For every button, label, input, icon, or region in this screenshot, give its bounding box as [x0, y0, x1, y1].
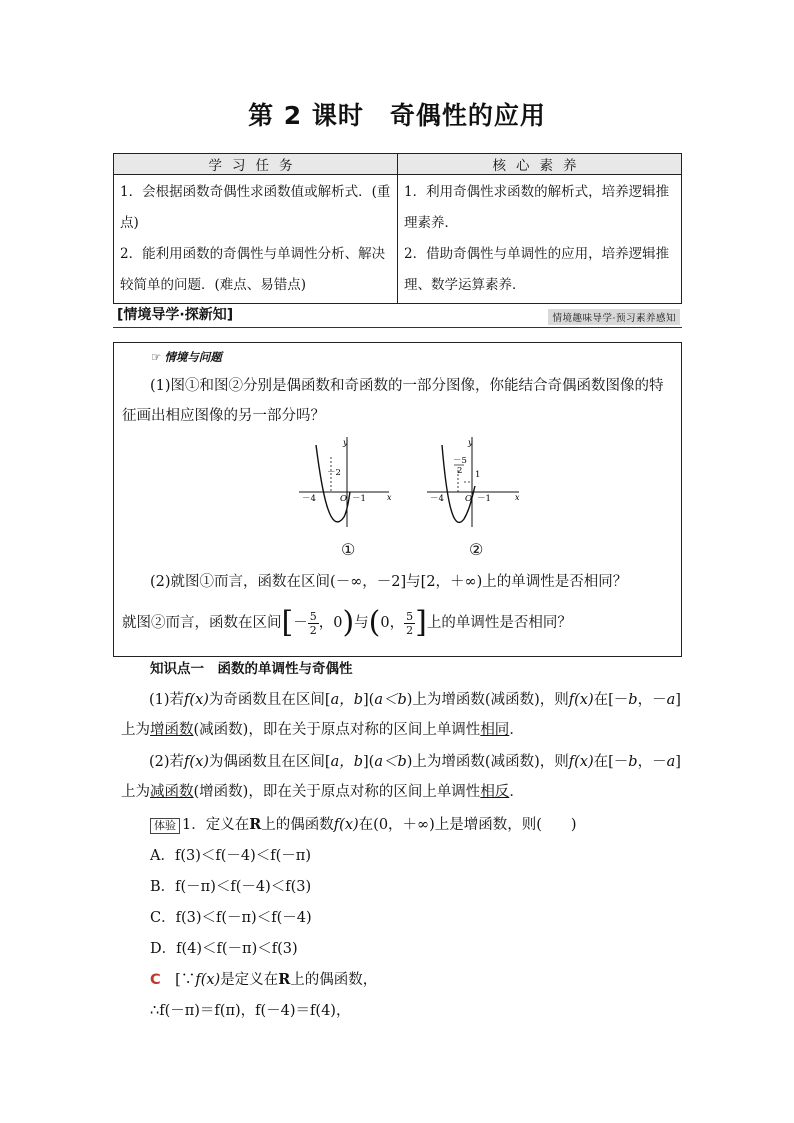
scenario-heading	[151, 349, 222, 365]
graph-2-y-label: y	[468, 438, 473, 447]
k2-underline-decreasing: 减函数	[150, 784, 194, 800]
question-2-prefix: 就图②而言，函数在区间	[122, 615, 282, 631]
solution-line-1	[150, 965, 710, 995]
figure-1-label: ①	[341, 540, 356, 559]
graph-1	[299, 437, 392, 527]
graph-2-x-label: x	[515, 493, 520, 502]
figure-2-label: ②	[469, 540, 484, 559]
graph-1-y-label: y	[343, 438, 348, 447]
section-tag: 情境趣味导学·预习素养感知	[548, 309, 680, 325]
graph-2-tick-neg5: －5	[453, 456, 467, 466]
graph-2-tick-neg1: －1	[477, 494, 491, 504]
question-1	[122, 371, 674, 431]
option-a: A．f(3)＜f(－4)＜f(－π)	[150, 848, 311, 864]
graph-1-tick-neg2: －2	[327, 468, 341, 478]
fraction-denominator-b: 2	[406, 623, 414, 637]
knowledge-paragraph-2	[121, 747, 681, 807]
fraction-denominator: 2	[309, 623, 317, 637]
k2-e: 在[－	[593, 754, 629, 770]
literacy-1: 1．利用奇偶性求函数的解析式，培养逻辑推理素养．	[404, 184, 670, 231]
k1-f: ，－	[637, 692, 667, 708]
graph-2-tick-2: 2	[457, 466, 463, 476]
solution-line-2: ∴f(－π)＝f(π)，f(－4)＝f(4)，	[150, 1003, 351, 1019]
ex-stem-c: 在(0，＋∞)上是增函数，则( )	[358, 817, 577, 833]
k1-fx: f(x)	[184, 692, 209, 708]
right-paren: )	[342, 605, 355, 640]
section-header	[113, 304, 682, 328]
fraction-numerator: 5	[309, 609, 317, 623]
fraction-5-2-b	[404, 610, 415, 637]
graph-1-curve	[316, 445, 350, 522]
k1-underline-increasing: 增函数	[150, 722, 194, 738]
graph-1-tick-neg1: －1	[352, 494, 366, 504]
question-2-line-2: 就图②而言，函数在区间[－ $\frac{5}{2}$ ，0)与(0， $\frac{5}{2}$ ]上的单调性是否相同？	[122, 605, 572, 640]
literacy-2: 2．借助奇偶性与单调性的应用，培养逻辑推理、数学运算素养．	[404, 246, 670, 293]
k2-d: )上为增函数(减函数)，则	[406, 754, 569, 770]
k1-underline-same: 相同	[480, 722, 510, 738]
lesson-topic: 奇偶性的应用	[389, 101, 546, 130]
k2-b-var: b	[628, 754, 638, 770]
k1-b-var: b	[628, 692, 638, 708]
knowledge-paragraph-1	[121, 685, 681, 745]
knowledge-point-title	[150, 654, 710, 684]
section-title: [情境导学·探新知]	[117, 307, 234, 323]
comma: ，	[318, 615, 334, 631]
k2-g: ]上为	[121, 754, 681, 800]
knowledge-title-text: 知识点一 函数的单调性与奇偶性	[150, 661, 353, 677]
graph-1-x-label: x	[387, 493, 392, 502]
graph-2-tick-neg4: －4	[430, 494, 444, 504]
exercise-stem	[150, 810, 710, 840]
k1-a: (1)若	[149, 692, 185, 708]
k1-b: 为奇函数且在区间[	[208, 692, 331, 708]
question-2-text: (2)就图①而言，函数在区间(－∞，－2]与[2，＋∞)上的单调性是否相同？	[150, 574, 628, 590]
fraction-5-2	[308, 610, 319, 637]
sol1-b: 是定义在	[220, 972, 279, 988]
learning-tasks-cell	[114, 175, 398, 304]
function-graphs	[294, 437, 524, 547]
task-2: 2．能利用函数的奇偶性与单调性分析、解决较简单的问题．(难点、易错点)	[120, 246, 386, 293]
fraction-numerator-b: 5	[406, 609, 414, 623]
section-divider	[113, 327, 682, 328]
header-core-literacy: 核心素养	[398, 154, 682, 175]
k2-h: (增函数)，即在关于原点对称的区间上单调性	[193, 784, 481, 800]
option-c: C．f(3)＜f(－π)＜f(－4)	[150, 910, 312, 926]
k2-fx2: f(x)	[568, 754, 594, 770]
graph-1-tick-neg4: －4	[302, 494, 316, 504]
zero: 0	[333, 615, 343, 631]
k2-b: 为偶函数且在区间[	[208, 754, 331, 770]
minus-sign: －	[293, 615, 308, 631]
sol1-c: 上的偶函数，	[290, 972, 378, 988]
sol1-fx: f(x)	[195, 972, 221, 988]
sol1-a: [∵	[175, 972, 196, 988]
question-2-line-1	[122, 567, 674, 597]
exercise-badge: 体验	[150, 818, 180, 834]
k2-fx: f(x)	[184, 754, 209, 770]
question-2-suffix: 上的单调性是否相同？	[426, 615, 572, 631]
scenario-heading-text: 情境与问题	[164, 350, 222, 364]
sol1-R: R	[278, 971, 291, 988]
k1-h: (减函数)，即在关于原点对称的区间上单调性	[193, 722, 481, 738]
k1-d: )上为增函数(减函数)，则	[406, 692, 569, 708]
left-bracket: [	[281, 605, 294, 640]
scenario-box	[113, 342, 682, 657]
graph-2	[427, 437, 520, 527]
k2-f: ，－	[637, 754, 667, 770]
left-paren: (	[368, 605, 381, 640]
k2-a-var: a	[666, 754, 676, 770]
k2-underline-opposite: 相反	[480, 784, 510, 800]
k2-end: ．	[509, 784, 524, 800]
k2-altb: a＜b	[374, 754, 407, 770]
option-d: D．f(4)＜f(－π)＜f(3)	[150, 941, 298, 957]
k1-ab: a，b	[330, 692, 363, 708]
ex-R: R	[249, 816, 262, 833]
k2-a: (2)若	[149, 754, 185, 770]
k1-fx2: f(x)	[568, 692, 594, 708]
k1-a-var: a	[666, 692, 676, 708]
ex-fx: f(x)	[333, 817, 359, 833]
answer-letter: C	[150, 972, 161, 988]
ex-stem-a: 1．定义在	[182, 817, 250, 833]
header-learning-tasks: 学习任务	[114, 154, 398, 175]
graph-2-origin: O	[465, 494, 472, 504]
question-1-text: (1)图①和图②分别是偶函数和奇函数的一部分图像，你能结合奇偶函数图像的特征画出相应图像的另一部分吗？	[122, 378, 664, 424]
objectives-table	[113, 153, 682, 304]
task-1: 1．会根据函数奇偶性求函数值或解析式．(重点)	[120, 184, 391, 231]
k1-altb: a＜b	[374, 692, 407, 708]
zero-comma: 0，	[380, 615, 405, 631]
page-title	[0, 96, 794, 132]
option-b: B．f(－π)＜f(－4)＜f(3)	[150, 879, 312, 895]
right-bracket: ]	[415, 605, 427, 640]
k1-g: ]上为	[121, 692, 681, 738]
k1-e: 在[－	[593, 692, 629, 708]
k2-c: ](	[363, 754, 375, 770]
k1-c: ](	[363, 692, 375, 708]
core-literacy-cell	[398, 175, 682, 304]
k2-ab: a，b	[330, 754, 363, 770]
ex-stem-b: 上的偶函数	[261, 817, 334, 833]
graph-2-tick-1: 1	[475, 470, 481, 480]
k1-end: ．	[509, 722, 524, 738]
lesson-number: 第 2 课时	[248, 101, 364, 130]
graph-1-origin: O	[340, 494, 347, 504]
hand-pointer-icon: ☞	[151, 350, 162, 364]
